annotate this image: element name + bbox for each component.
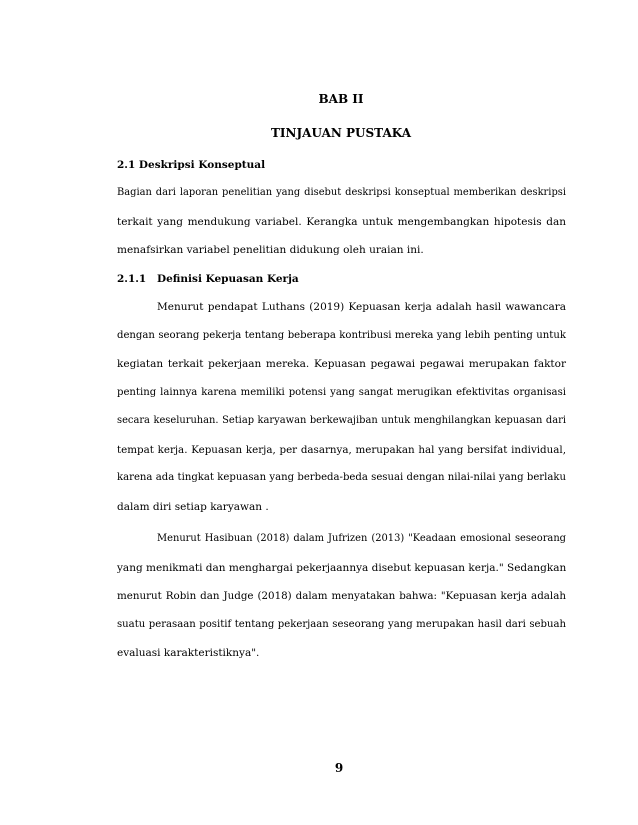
subsection-heading	[117, 272, 566, 286]
paragraph1-line-4: penting lainnya karena memiliki potensi yang sangat merugikan efektivitas organisasi	[117, 387, 566, 398]
paragraph1-line-2: dengan seorang pekerja tentang beberapa kontribusi mereka yang lebih penting untuk	[117, 330, 566, 341]
chapter-number: BAB II	[318, 92, 364, 106]
section-line-2: terkait yang mendukung variabel. Kerangka untuk mengembangkan hipotesis dan	[117, 216, 566, 228]
paragraph1-line-5: secara keseluruhan. Setiap karyawan berkewajiban untuk menghilangkan kepuasan dari	[117, 415, 566, 426]
section-heading: 2.1 Deskripsi Konseptual	[117, 159, 266, 171]
paragraph1-line-8: dalam diri setiap karyawan .	[117, 501, 269, 513]
page-number: 9	[334, 761, 344, 775]
section-line-3: menafsirkan variabel penelitian didukung oleh uraian ini.	[117, 244, 424, 256]
paragraph1-line-1: Menurut pendapat Luthans (2019) Kepuasan kerja adalah hasil wawancara	[157, 301, 566, 313]
paragraph2-line-4: suatu perasaan positif tentang pekerjaan seseorang yang merupakan hasil dari sebuah	[117, 619, 566, 630]
paragraph2-line-5: evaluasi karakteristiknya".	[117, 647, 260, 659]
paragraph2-line-3: menurut Robin dan Judge (2018) dalam menyatakan bahwa: "Kepuasan kerja adalah	[117, 590, 566, 602]
subsection-number: 2.1.1	[117, 273, 147, 285]
paragraph2-line-1: Menurut Hasibuan (2018) dalam Jufrizen (2013) "Keadaan emosional seseorang	[157, 533, 566, 544]
paragraph2-line-2: yang menikmati dan menghargai pekerjaannya disebut kepuasan kerja." Sedangkan	[117, 562, 567, 574]
chapter-title: TINJAUAN PUSTAKA	[270, 126, 412, 140]
paragraph1-line-3: kegiatan terkait pekerjaan mereka. Kepuasan pegawai pegawai merupakan faktor	[117, 358, 566, 370]
paragraph1-line-6: tempat kerja. Kepuasan kerja, per dasarnya, merupakan hal yang bersifat individual,	[117, 444, 566, 456]
paragraph1-line-7: karena ada tingkat kepuasan yang berbeda-beda sesuai dengan nilai-nilai yang berlaku	[117, 472, 566, 483]
subsection-title: Definisi Kepuasan Kerja	[157, 273, 299, 285]
section-line-1: Bagian dari laporan penelitian yang disebut deskripsi konseptual memberikan deskripsi	[117, 187, 566, 198]
